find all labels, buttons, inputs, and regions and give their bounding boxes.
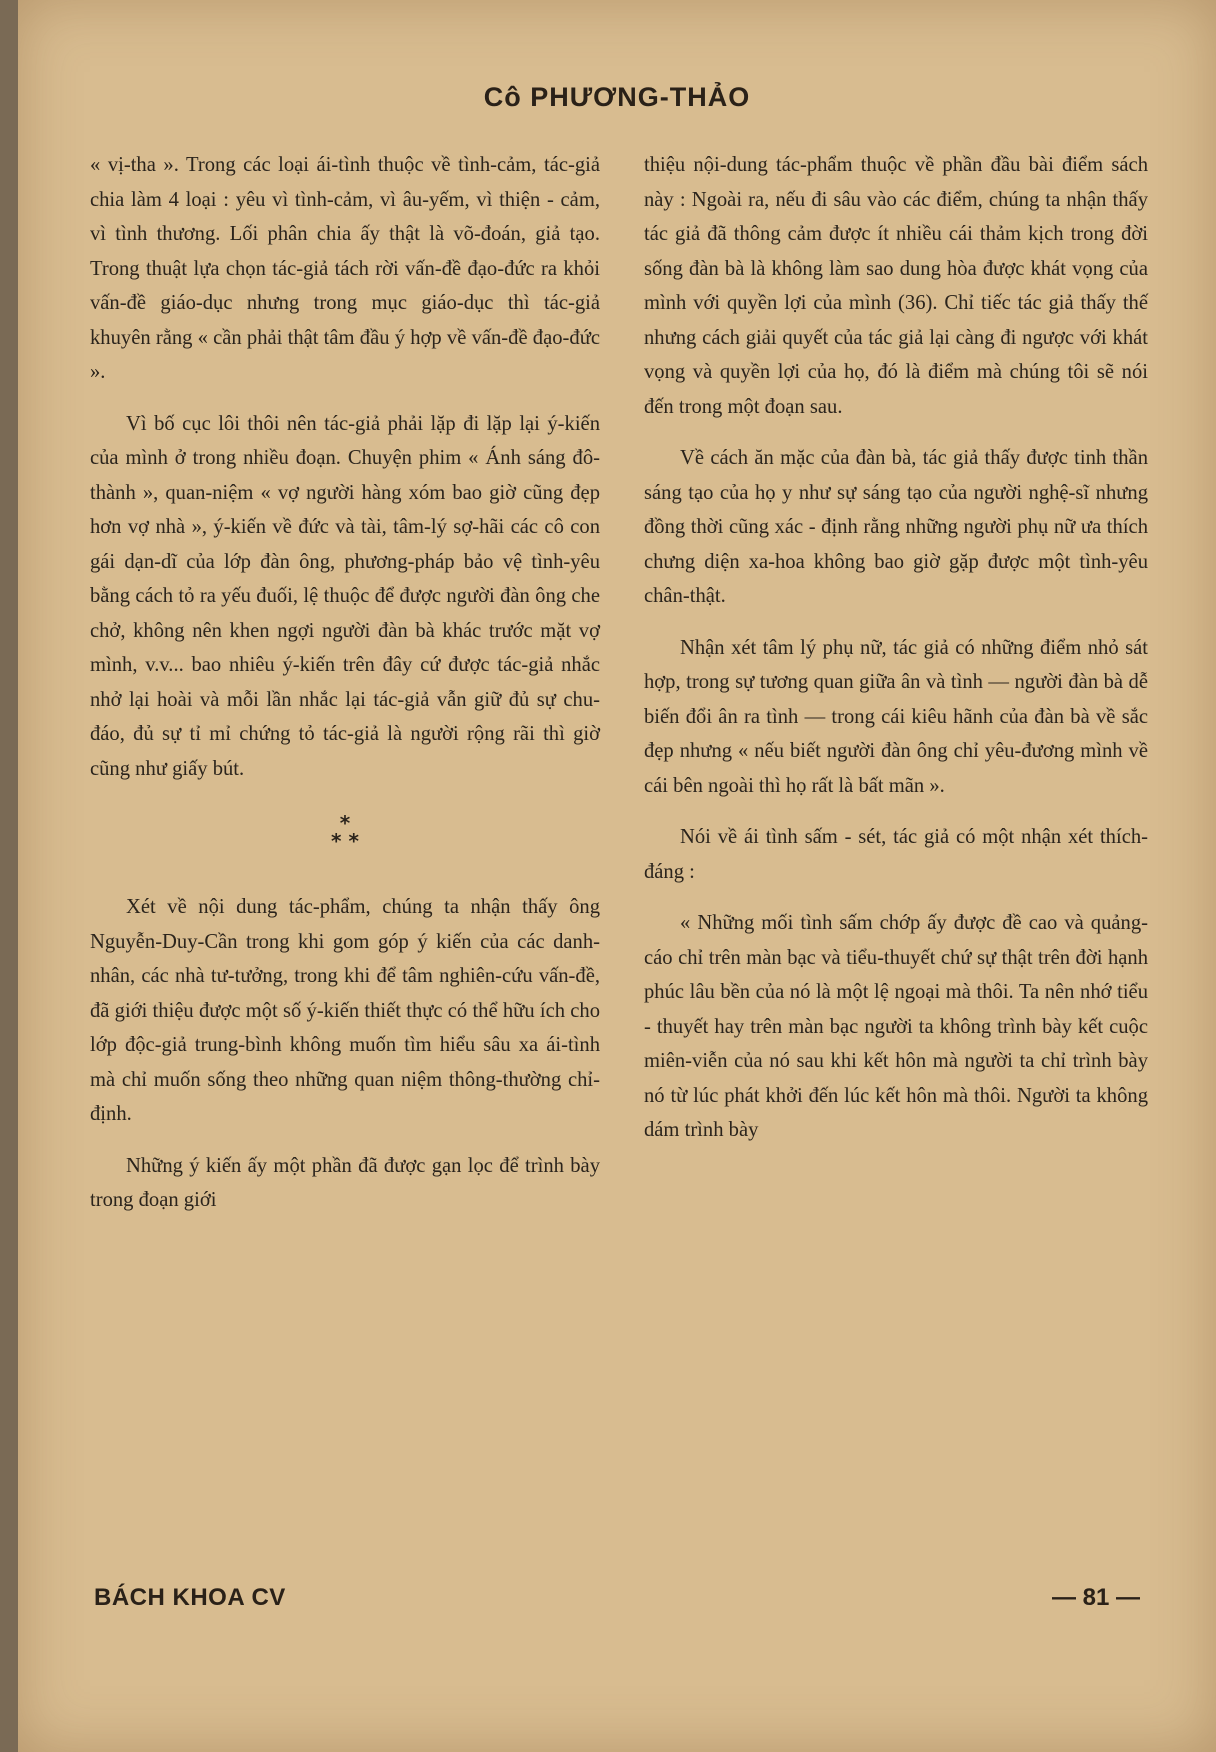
separator-star-bottom: * * bbox=[331, 829, 359, 853]
paragraph: thiệu nội-dung tác-phẩm thuộc về phần đầu bài điểm sách này : Ngoài ra, nếu đi sâu vào các điểm, chúng ta nhận thấy tác giả đã thông cảm được ít nhiều cái thảm kịch trong đời sống đàn bà là không làm sao dung hòa được khát vọng của mình với quyền lợi của mình (36). Chỉ tiếc tác giả thấy thế nhưng cách giải quyết của tác giả lại càng đi ngược với khát vọng và quyền lợi của họ, đó là điểm mà chúng tôi sẽ nói đến trong một đoạn sau. bbox=[644, 154, 1148, 418]
left-column bbox=[90, 148, 600, 1235]
paragraph: Về cách ăn mặc của đàn bà, tác giả thấy được tinh thần sáng tạo của họ y như sự sáng tạo của người nghệ-sĩ nhưng đồng thời cũng xác - định rằng những người phụ nữ ưa thích chưng diện xa-hoa không bao giờ gặp được một tình-yêu chân-thật. bbox=[644, 447, 1148, 607]
page-number: — 81 — bbox=[1052, 1584, 1141, 1611]
paragraph: « vị-tha ». Trong các loại ái-tình thuộc về tình-cảm, tác-giả chia làm 4 loại : yêu vì tình-cảm, vì âu-yếm, vì thiện - cảm, vì tình thương. Lối phân chia ấy thật là võ-đoán, giả tạo. Trong thuật lựa chọn tác-giả tách rời vấn-đề đạo-đức ra khỏi vấn-đề giáo-dục nhưng trong mục giáo-dục thì tác-giả khuyên rằng « cần phải thật tâm đầu ý hợp về vấn-đề đạo-đức ». bbox=[90, 154, 600, 383]
paragraph: Nói về ái tình sấm - sét, tác giả có một nhận xét thích-đáng : bbox=[644, 826, 1148, 883]
right-column bbox=[644, 148, 1148, 1165]
separator-star-top: * bbox=[339, 811, 351, 835]
paragraph: Những ý kiến ấy một phần đã được gạn lọc để trình bày trong đoạn giới bbox=[90, 1154, 600, 1211]
paragraph: Xét về nội dung tác-phẩm, chúng ta nhận thấy ông Nguyễn-Duy-Cần trong khi gom góp ý kiến của các danh-nhân, các nhà tư-tưởng, trong khi để tâm nghiên-cứu vấn-đề, đã giới thiệu được một số ý-kiến thiết thực có thể hữu ích cho lớp độc-giả trung-bình không muốn tìm hiểu sâu xa ái-tình mà chỉ muốn sống theo những quan niệm thông-thường chỉ-định. bbox=[90, 896, 600, 1125]
paragraph: « Những mối tình sấm chớp ấy được đề cao và quảng-cáo chỉ trên màn bạc và tiểu-thuyết chứ sự thật trên đời hạnh phúc lâu bền của nó là một lệ ngoại mà thôi. Ta nên nhớ tiểu - thuyết hay trên màn bạc người ta không trình bày kết cuộc miên-viễn của nó sau khi kết hôn mà người ta chỉ trình bày nó từ lúc phát khởi đến lúc kết hôn mà thôi. Người ta không dám trình bày bbox=[644, 912, 1148, 1141]
paragraph: Nhận xét tâm lý phụ nữ, tác giả có những điểm nhỏ sát hợp, trong sự tương quan giữa ân và tình — người đàn bà dễ biến đổi ân ra tình — trong cái kiêu hãnh của đàn bà về sắc đẹp nhưng « nếu biết người đàn ông chỉ yêu-đương mình về cái bên ngoài thì họ rất là bất mãn ». bbox=[644, 636, 1148, 797]
page-edge bbox=[0, 0, 18, 1752]
section-separator bbox=[90, 811, 600, 853]
paragraph: Vì bố cục lôi thôi nên tác-giả phải lặp đi lặp lại ý-kiến của mình ở trong nhiều đoạn. Chuyện phim « Ánh sáng đô-thành », quan-niệm « vợ người hàng xóm bao giờ cũng đẹp hơn vợ nhà », ý-kiến về đức và tài, tâm-lý sợ-hãi các cô con gái dạn-dĩ của lớp đàn ông, phương-pháp bảo vệ tình-yêu bằng cách tỏ ra yếu đuối, lệ thuộc để được người đàn ông che chở, không nên khen ngợi người đàn bà khác trước mặt vợ mình, v.v... bao nhiêu ý-kiến trên đây cứ được tác-giả nhắc nhở lại hoài và mỗi lần nhắc lại tác-giả vẫn giữ đủ sự chu-đáo, đủ sự tỉ mỉ chứng tỏ tác-giả là người rộng rãi thì giờ cũng như giấy bút. bbox=[90, 412, 600, 780]
publication-name: BÁCH KHOA CV bbox=[94, 1584, 286, 1611]
document-page bbox=[18, 0, 1216, 1752]
running-title: Cô PHƯƠNG-THẢO bbox=[483, 82, 751, 112]
